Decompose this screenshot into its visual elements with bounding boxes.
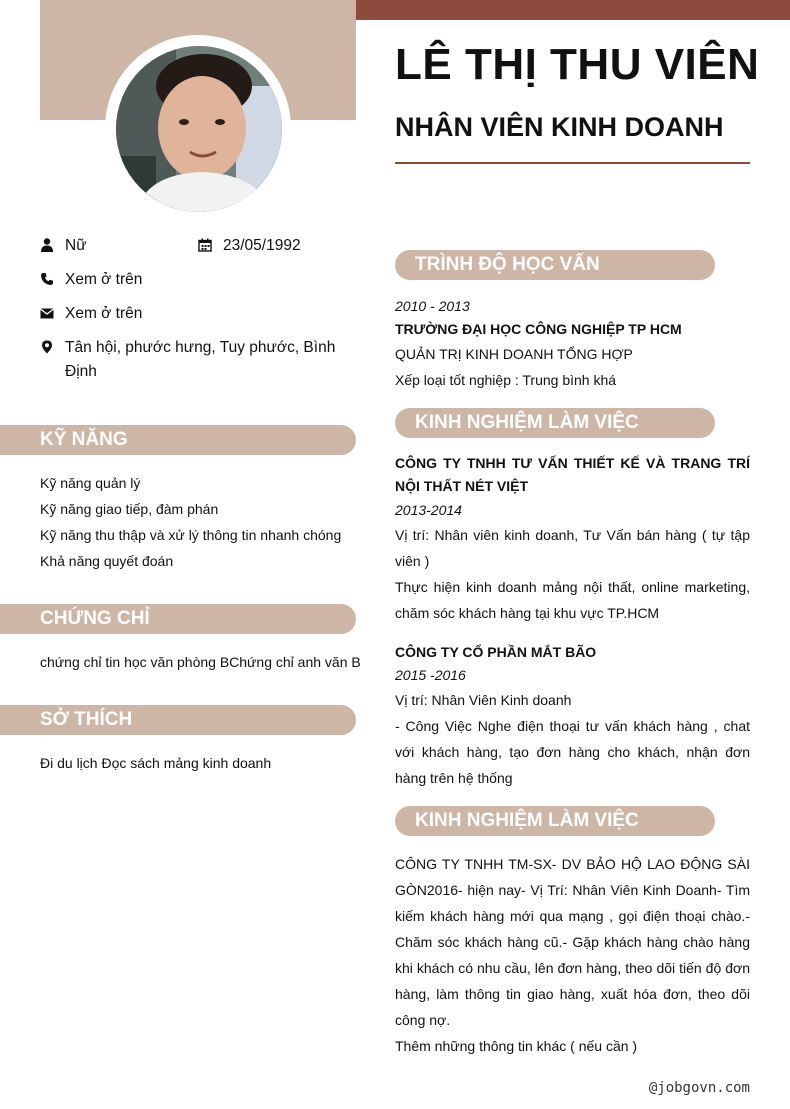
hobbies-title: SỞ THÍCH bbox=[40, 709, 133, 730]
job-position: Vị trí: Nhân Viên Kinh doanh bbox=[395, 692, 572, 708]
birthday-row bbox=[198, 234, 358, 258]
watermark: @jobgovn.com bbox=[648, 1080, 750, 1096]
skills-title: KỸ NĂNG bbox=[40, 429, 128, 450]
map-pin-icon bbox=[40, 340, 56, 356]
experience2-title: KINH NGHIỆM LÀM VIỆC bbox=[415, 810, 639, 831]
certificates-header bbox=[0, 604, 356, 634]
skill-item: Kỹ năng giao tiếp, đàm phán bbox=[40, 501, 219, 517]
job-period: 2013-2014 bbox=[395, 502, 462, 518]
calendar-icon bbox=[198, 238, 214, 254]
phone-icon bbox=[40, 272, 56, 288]
job-title: NHÂN VIÊN KINH DOANH bbox=[395, 112, 724, 142]
job-description: Thực hiện kinh doanh mảng nội thất, online marketing, chăm sóc khách hàng tại khu vực TP.HCM bbox=[395, 579, 750, 621]
address-line-1: Tân hội, phước hưng, Tuy phước, Bình bbox=[65, 339, 336, 356]
experience2-extra: Thêm những thông tin khác ( nếu cần ) bbox=[395, 1038, 638, 1054]
experience2-header bbox=[395, 806, 715, 836]
experience-header bbox=[395, 408, 715, 438]
title-divider bbox=[395, 162, 750, 164]
job-company: CÔNG TY TNHH TƯ VẤN THIẾT KẾ VÀ TRANG TRÍ NỘI THẤT NÉT VIỆT bbox=[395, 455, 750, 494]
education-title: TRÌNH ĐỘ HỌC VẤN bbox=[415, 254, 600, 275]
gender-row bbox=[40, 234, 190, 258]
skill-item: Khả năng quyết đoán bbox=[40, 553, 174, 569]
address-row bbox=[40, 336, 356, 384]
education-grade: Xếp loại tốt nghiệp : Trung bình khá bbox=[395, 372, 617, 388]
certificates-title: CHỨNG CHỈ bbox=[40, 608, 150, 629]
job-company: CÔNG TY CỔ PHẦN MẮT BÃO bbox=[395, 644, 597, 660]
education-school: TRƯỜNG ĐẠI HỌC CÔNG NGHIỆP TP HCM bbox=[395, 321, 682, 337]
top-accent-bar bbox=[356, 0, 790, 20]
full-name: LÊ THỊ THU VIÊN bbox=[395, 40, 760, 89]
skill-item: Kỹ năng quản lý bbox=[40, 475, 141, 491]
certificates-text: chứng chỉ tin học văn phòng BChứng chỉ anh văn B bbox=[40, 654, 361, 670]
birthday-value: 23/05/1992 bbox=[223, 237, 301, 254]
education-period: 2010 - 2013 bbox=[395, 298, 470, 314]
job-description: - Công Việc Nghe điện thoại tư vấn khách hàng , chat với khách hàng, tạo đơn hàng cho khách, nhận đơn hàng trên hệ thống bbox=[395, 718, 750, 786]
education-major: QUẢN TRỊ KINH DOANH TỔNG HỢP bbox=[395, 346, 633, 362]
phone-value: Xem ở trên bbox=[65, 271, 143, 288]
avatar-photo bbox=[116, 46, 282, 212]
job-position: Vị trí: Nhân viên kinh doanh, Tư Vấn bán hàng ( tự tập viên ) bbox=[395, 527, 750, 569]
email-row bbox=[40, 302, 340, 326]
envelope-icon bbox=[40, 306, 56, 322]
phone-row bbox=[40, 268, 340, 292]
experience-title: KINH NGHIỆM LÀM VIỆC bbox=[415, 412, 639, 433]
skills-header bbox=[0, 425, 356, 455]
avatar bbox=[116, 46, 282, 212]
hobbies-text: Đi du lịch Đọc sách mảng kinh doanh bbox=[40, 755, 272, 771]
skills-list bbox=[40, 470, 341, 574]
job-period: 2015 -2016 bbox=[395, 667, 466, 683]
address-value bbox=[65, 336, 355, 384]
experience2-text: CÔNG TY TNHH TM-SX- DV BẢO HỘ LAO ĐỘNG SÀI GÒN2016- hiện nay- Vị Trí: Nhân Viên Kinh Doanh- Tìm kiếm khách hàng mới qua mạng , gọi điện thoại chào.- Chăm sóc khách hàng cũ.- Gặp khách hàng chào hàng khi khách có nhu cầu, lên đơn hàng, theo dõi tiến độ đơn hàng, làm thông tin giao hàng, xuất hóa đơn, theo dõi công nợ. bbox=[395, 856, 750, 1028]
gender-value: Nữ bbox=[65, 237, 87, 254]
address-line-2: Định bbox=[65, 363, 97, 380]
person-icon bbox=[40, 238, 56, 254]
hobbies-header bbox=[0, 705, 356, 735]
education-header bbox=[395, 250, 715, 280]
email-value: Xem ở trên bbox=[65, 305, 143, 322]
skill-item: Kỹ năng thu thập và xử lý thông tin nhanh chóng bbox=[40, 527, 342, 543]
